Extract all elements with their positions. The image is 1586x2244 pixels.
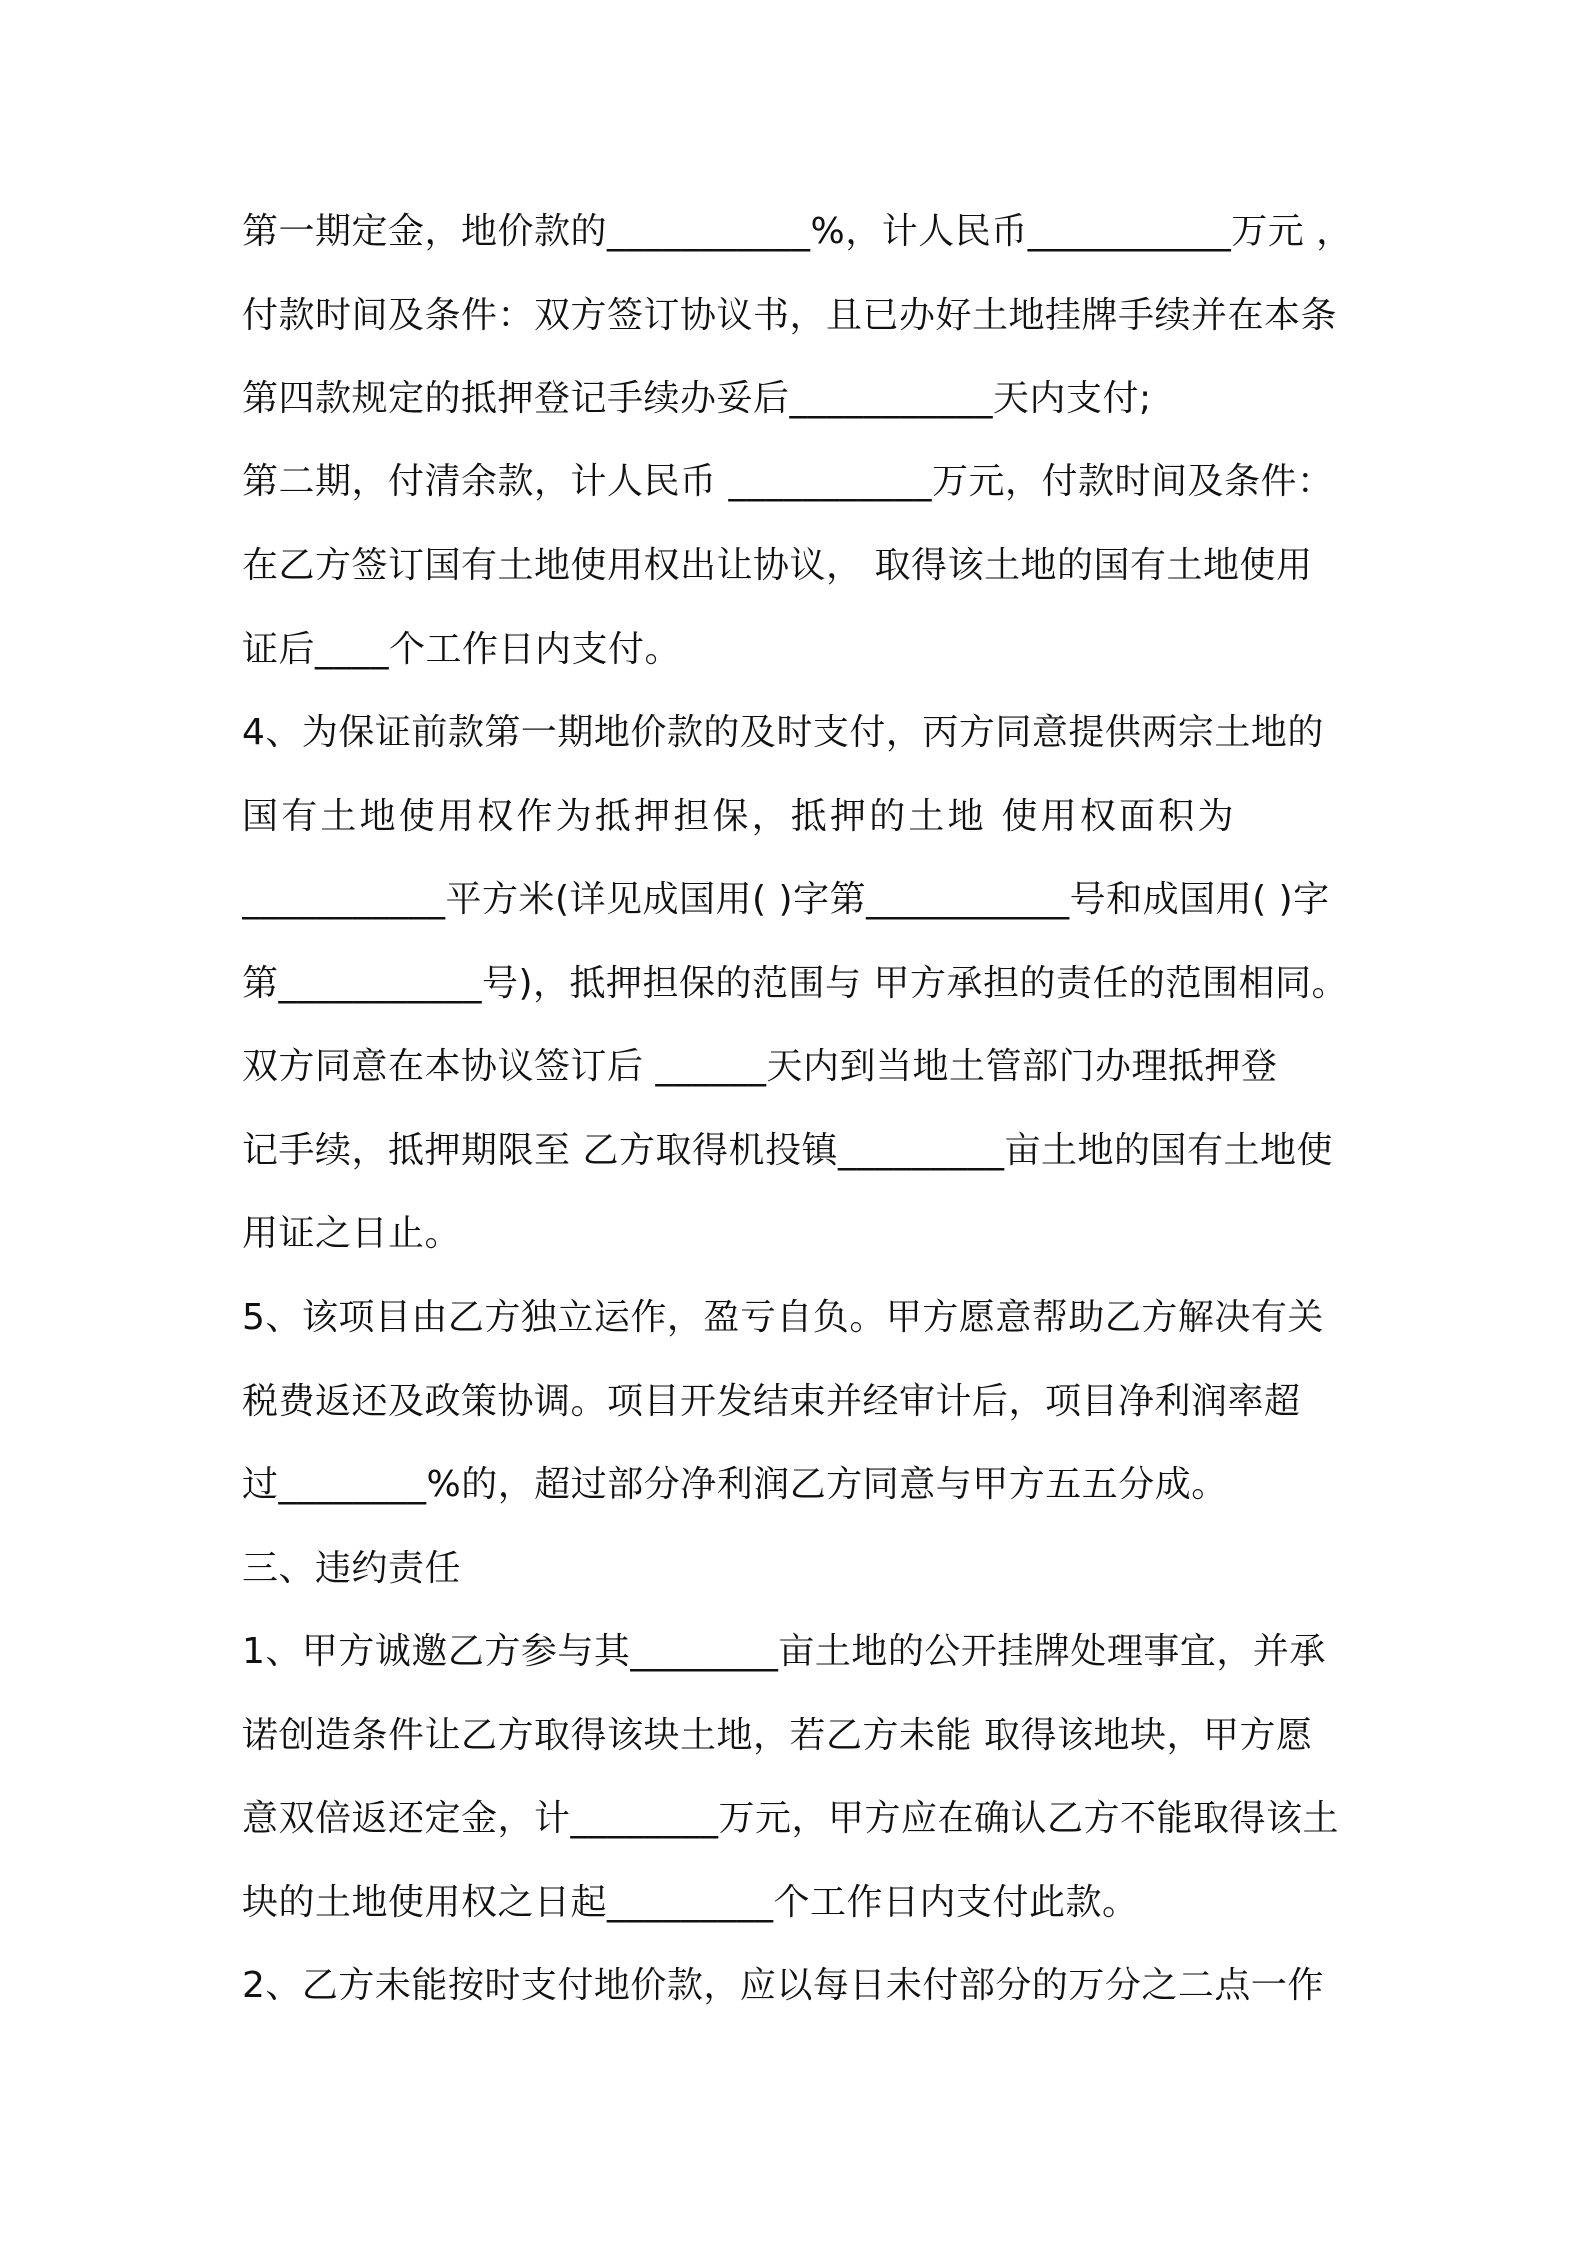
text-line: 第二期，付清余款，计人民币 ___________万元，付款时间及条件： [242, 461, 1334, 502]
text-line: 记手续，抵押期限至 乙方取得机投镇_________亩土地的国有土地使 [242, 1130, 1333, 1171]
text-line: 双方同意在本协议签订后 ______天内到当地土管部门办理抵押登 [242, 1046, 1278, 1087]
text-line: 证后____个工作日内支付。 [242, 629, 682, 670]
text-line: 意双倍返还定金，计________万元，甲方应在确认乙方不能取得该土 [242, 1798, 1340, 1839]
text-line: 过________%的，超过部分净利润乙方同意与甲方五五分成。 [242, 1464, 1228, 1505]
text-line: 第四款规定的抵押登记手续办妥后___________天内支付; [242, 378, 1152, 419]
text-line: 5、该项目由乙方独立运作，盈亏自负。甲方愿意帮助乙方解决有关 [242, 1297, 1324, 1338]
text-line: 国有土地使用权作为抵押担保，抵押的土地 使用权面积为 [242, 796, 1237, 837]
text-line: 税费返还及政策协调。项目开发结束并经审计后，项目净利润率超 [242, 1381, 1301, 1422]
text-line: 4、为保证前款第一期地价款的及时支付，丙方同意提供两宗土地的 [242, 712, 1324, 753]
text-line: 第___________号)，抵押担保的范围与 甲方承担的责任的范围相同。 [242, 963, 1348, 1004]
text-line: 第一期定金，地价款的___________%，计人民币___________万元 ， [242, 211, 1353, 252]
section-heading: 三、违约责任 [242, 1548, 462, 1589]
text-line: 用证之日止。 [242, 1213, 462, 1254]
text-line: ___________平方米(详见成国用( )字第___________号和成国用( )字 [242, 879, 1330, 920]
text-line: 诺创造条件让乙方取得该块土地，若乙方未能 取得该地块，甲方愿 [242, 1715, 1313, 1756]
text-line: 1、甲方诚邀乙方参与其________亩土地的公开挂牌处理事宜，并承 [242, 1631, 1326, 1672]
text-line: 付款时间及条件：双方签订协议书，且已办好土地挂牌手续并在本条 [242, 295, 1338, 336]
text-line: 在乙方签订国有土地使用权出让协议， 取得该土地的国有土地使用 [242, 545, 1313, 586]
text-line: 块的土地使用权之日起_________个工作日内支付此款。 [242, 1882, 1139, 1923]
text-line: 2、乙方未能按时支付地价款，应以每日未付部分的万分之二点一作 [242, 1965, 1324, 2006]
